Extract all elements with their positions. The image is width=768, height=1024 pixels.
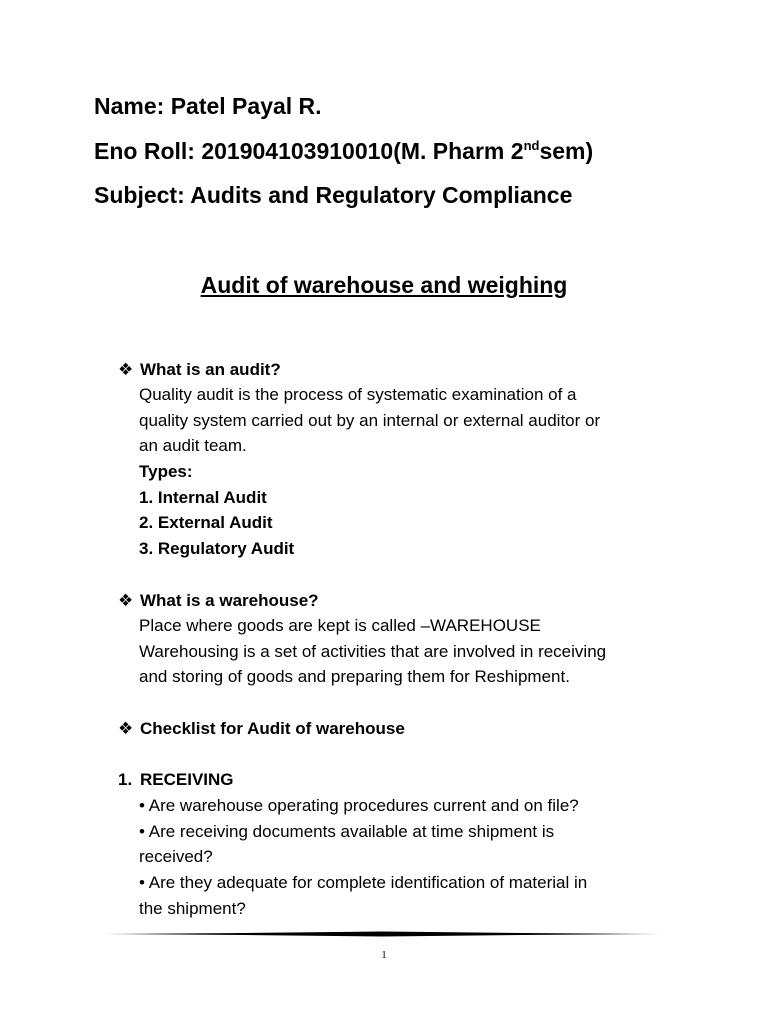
types-label: Types: bbox=[139, 462, 193, 481]
audit-type-item: 3. Regulatory Audit bbox=[139, 539, 295, 558]
footer-divider bbox=[105, 931, 661, 937]
receiving-item: the shipment? bbox=[139, 899, 246, 918]
subject-line: Subject: Audits and Regulatory Compliance bbox=[94, 182, 573, 208]
audit-text-line: an audit team. bbox=[139, 436, 247, 455]
enrollment-roll bbox=[94, 140, 593, 163]
audit-type-item: 1. Internal Audit bbox=[139, 488, 267, 507]
page-number: 1 bbox=[381, 949, 387, 961]
roll-suffix: sem) bbox=[539, 138, 594, 164]
audit-type-item: 2. External Audit bbox=[139, 513, 273, 532]
diamond-bullet-icon: ❖ bbox=[118, 719, 134, 738]
diamond-bullet-icon: ❖ bbox=[118, 360, 134, 379]
audit-text-line: Quality audit is the process of systematic examination of a bbox=[139, 385, 577, 404]
receiving-item: • Are warehouse operating procedures current and on file? bbox=[139, 796, 579, 815]
student-name: Name: Patel Payal R. bbox=[94, 93, 322, 119]
audit-heading bbox=[118, 361, 281, 378]
warehouse-heading bbox=[118, 592, 319, 609]
receiving-heading bbox=[118, 771, 234, 788]
audit-heading-text: What is an audit? bbox=[140, 360, 281, 379]
roll-prefix: Eno Roll: 201904103910010(M. Pharm 2 bbox=[94, 138, 524, 164]
receiving-item: • Are they adequate for complete identification of material in bbox=[139, 873, 588, 892]
checklist-heading-text: Checklist for Audit of warehouse bbox=[140, 719, 405, 738]
warehouse-heading-text: What is a warehouse? bbox=[140, 591, 319, 610]
diamond-bullet-icon: ❖ bbox=[118, 591, 134, 610]
roll-superscript: nd bbox=[523, 138, 540, 153]
receiving-item: • Are receiving documents available at time shipment is bbox=[139, 822, 555, 841]
document-title: Audit of warehouse and weighing bbox=[200, 272, 568, 298]
warehouse-text-line: Place where goods are kept is called –WAREHOUSE bbox=[139, 616, 541, 635]
receiving-heading-text: RECEIVING bbox=[140, 770, 234, 789]
warehouse-text-line: and storing of goods and preparing them for Reshipment. bbox=[139, 667, 570, 686]
receiving-number: 1. bbox=[118, 770, 133, 789]
warehouse-text-line: Warehousing is a set of activities that are involved in receiving bbox=[139, 642, 607, 661]
checklist-heading bbox=[118, 720, 405, 737]
audit-text-line: quality system carried out by an internal or external auditor or bbox=[139, 411, 601, 430]
receiving-item: received? bbox=[139, 847, 213, 866]
